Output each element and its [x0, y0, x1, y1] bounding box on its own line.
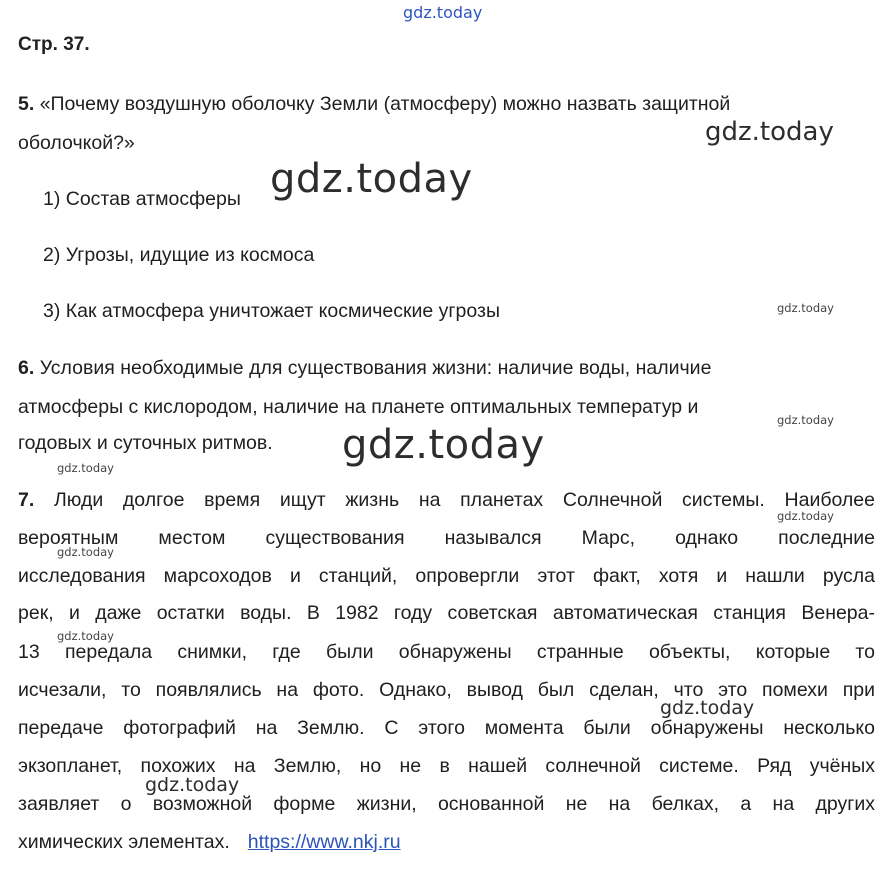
- q7-line-3: исследования марсоходов и станций, опровергли этот факт, хотя и нашли русла: [18, 565, 875, 587]
- watermark: gdz.today: [777, 509, 834, 523]
- q5-item-1: 1) Состав атмосферы: [43, 188, 241, 210]
- q7-line-7: передаче фотографий на Землю. С этого момента были обнаружены несколько: [18, 717, 875, 739]
- q7-line-1: [18, 487, 875, 513]
- watermark: gdz.today: [270, 156, 473, 202]
- q6-line-3: годовых и суточных ритмов.: [18, 432, 273, 454]
- q5-text-1: «Почему воздушную оболочку Земли (атмосферу) можно назвать защитной: [39, 93, 731, 115]
- q7-number: 7.: [18, 489, 35, 511]
- source-link[interactable]: https://www.nkj.ru: [247, 831, 401, 853]
- q7-line-8: экзопланет, похожих на Землю, но не в нашей солнечной системе. Ряд учёных: [18, 755, 875, 777]
- q7-line-5: 13 передала снимки, где были обнаружены странные объекты, которые то: [18, 641, 875, 663]
- q6-number: 6.: [18, 357, 35, 379]
- watermark: gdz.today: [57, 629, 114, 643]
- q7-line-9: заявляет о возможной форме жизни, основанной не на белках, а на других: [18, 793, 875, 815]
- q7-text-1: Люди долгое время ищут жизнь на планетах Солнечной системы. Наиболее: [53, 489, 875, 511]
- q7-last-text: химических элементах.: [18, 831, 230, 853]
- watermark: gdz.today: [342, 422, 545, 468]
- watermark: gdz.today: [660, 697, 755, 719]
- watermark: gdz.today: [57, 545, 114, 559]
- q5-item-3: 3) Как атмосфера уничтожает космические угрозы: [43, 300, 500, 322]
- q5-item-2: 2) Угрозы, идущие из космоса: [43, 244, 315, 266]
- q7-line-10: [18, 829, 401, 855]
- page-heading: Стр. 37.: [18, 34, 90, 55]
- watermark: gdz.today: [777, 413, 834, 427]
- watermark-top: gdz.today: [403, 3, 483, 22]
- q6-text-1: Условия необходимые для существования жизни: наличие воды, наличие: [39, 357, 712, 379]
- watermark: gdz.today: [705, 117, 834, 147]
- q6-line-2: атмосферы с кислородом, наличие на планете оптимальных температур и: [18, 396, 699, 418]
- watermark: gdz.today: [777, 301, 834, 315]
- q7-line-4: рек, и даже остатки воды. В 1982 году советская автоматическая станция Венера-: [18, 602, 875, 624]
- q6-line-1: [18, 355, 711, 381]
- q7-line-6: исчезали, то появлялись на фото. Однако, вывод был сделан, что это помехи при: [18, 679, 875, 701]
- watermark: gdz.today: [145, 774, 240, 796]
- q5-line-2: оболочкой?»: [18, 132, 135, 154]
- q5-line-1: [18, 91, 730, 117]
- q7-line-2: вероятным местом существования назывался Марс, однако последние: [18, 527, 875, 549]
- q5-number: 5.: [18, 93, 35, 115]
- watermark: gdz.today: [57, 461, 114, 475]
